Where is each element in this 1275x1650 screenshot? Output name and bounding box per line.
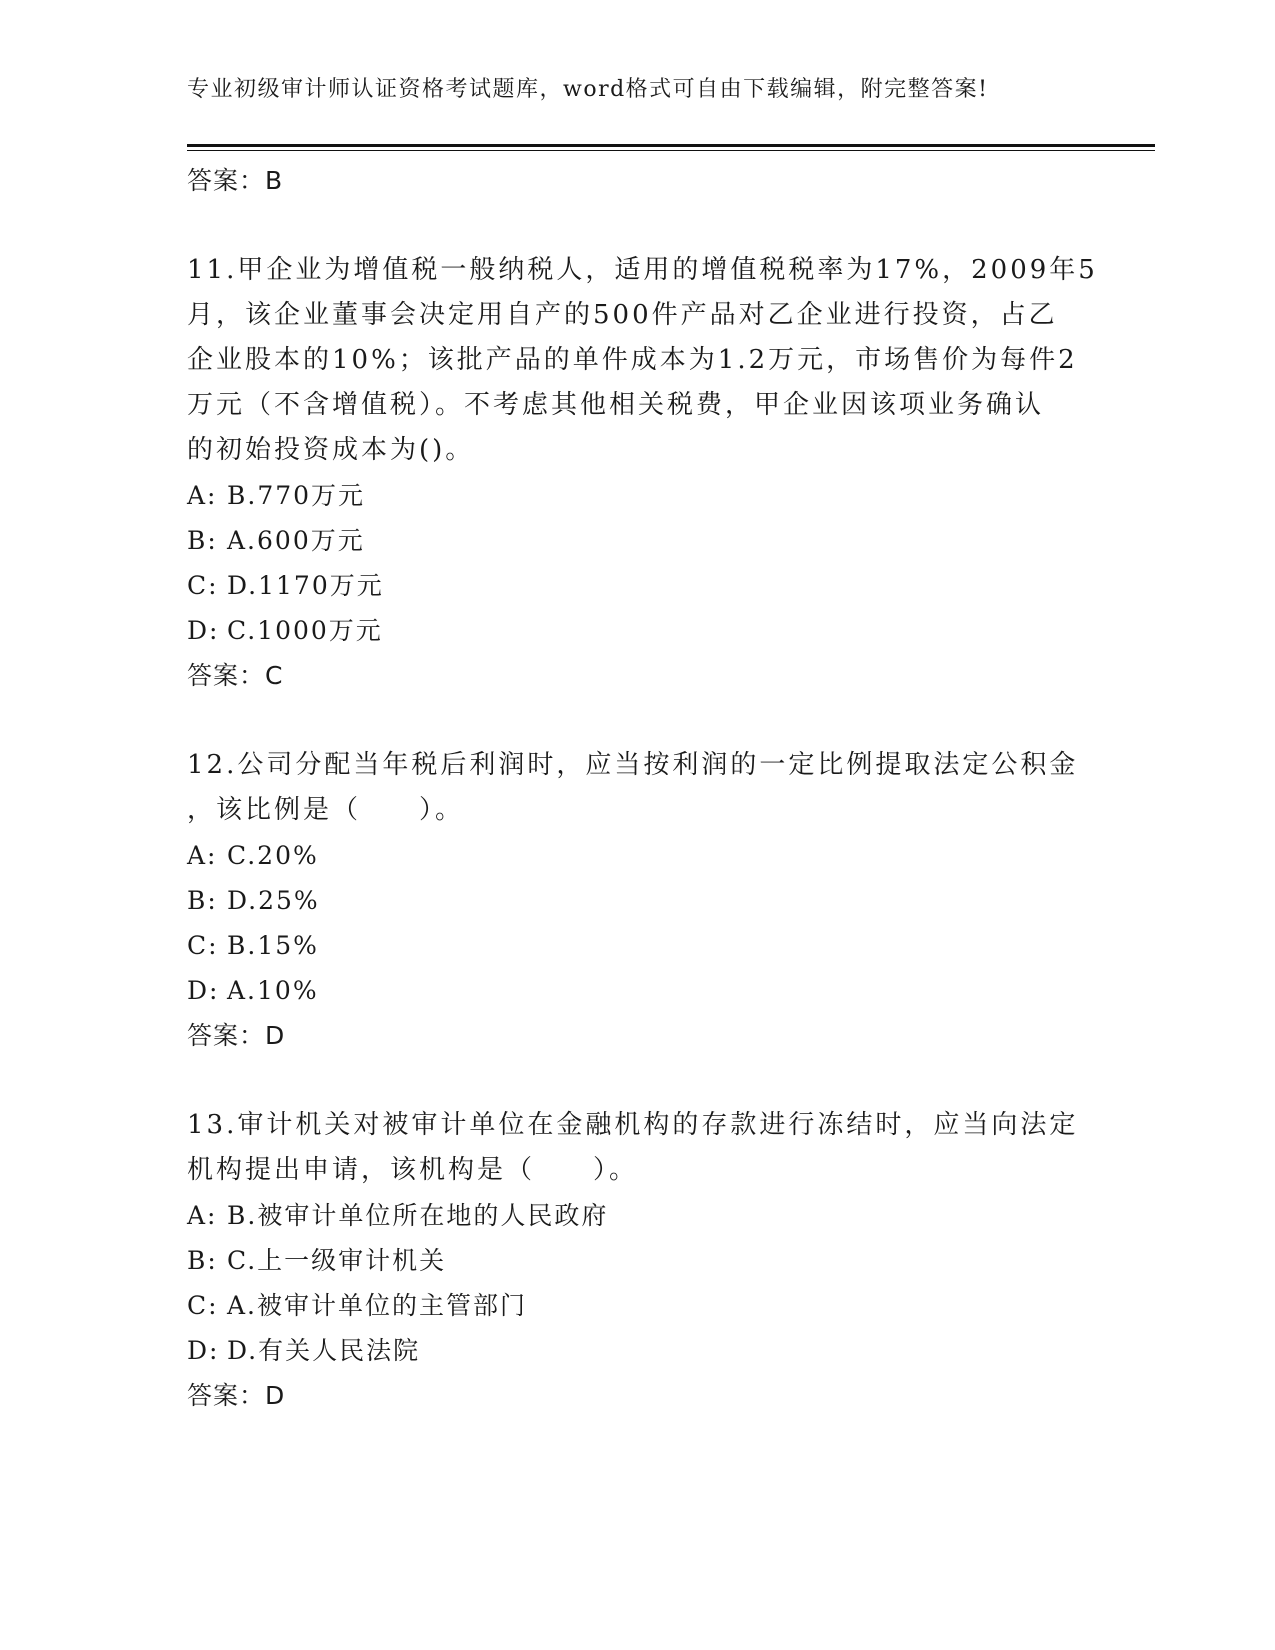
question-stem-line: 13.审计机关对被审计单位在金融机构的存款进行冻结时，应当向法定 bbox=[187, 1110, 1079, 1140]
question-stem-line: 万元（不含增值税）。不考虑其他相关税费，甲企业因该项业务确认 bbox=[187, 390, 1045, 420]
spacer bbox=[187, 203, 1087, 248]
question-stem-line: 12.公司分配当年税后利润时，应当按利润的一定比例提取法定公积金 bbox=[187, 750, 1079, 780]
answer-option bbox=[187, 563, 1087, 608]
header-rule-thin bbox=[187, 150, 1155, 151]
answer-option bbox=[187, 968, 1087, 1013]
option-label: A: bbox=[187, 481, 218, 510]
spacer bbox=[187, 698, 1087, 743]
option-text: C.20% bbox=[227, 841, 319, 870]
question-stem-line: ，该比例是（ ）。 bbox=[187, 795, 465, 825]
question-stem-line: 11.甲企业为增值税一般纳税人，适用的增值税税率为17%，2009年5 bbox=[187, 255, 1098, 285]
question-stem bbox=[187, 1103, 1079, 1193]
header-rule-thick bbox=[187, 144, 1155, 147]
previous-answer: 答案：B bbox=[187, 166, 284, 195]
correct-answer: 答案：C bbox=[187, 661, 284, 690]
option-text: D.有关人民法院 bbox=[227, 1336, 421, 1365]
option-text: C.1000万元 bbox=[227, 616, 383, 645]
correct-answer: 答案：D bbox=[187, 1021, 286, 1050]
questions-container bbox=[187, 248, 1098, 1418]
question-stem bbox=[187, 743, 1079, 833]
option-text: A.被审计单位的主管部门 bbox=[227, 1291, 528, 1320]
option-text: B.770万元 bbox=[227, 481, 366, 510]
option-label: C: bbox=[187, 1291, 219, 1320]
answer-option bbox=[187, 1238, 1087, 1283]
answer-option bbox=[187, 1328, 1087, 1373]
question-stem-line: 月，该企业董事会决定用自产的500件产品对乙企业进行投资，占乙 bbox=[187, 300, 1058, 330]
question-block bbox=[187, 743, 1087, 1103]
option-text: A.10% bbox=[227, 976, 319, 1005]
question-stem-line: 机构提出申请，该机构是（ ）。 bbox=[187, 1155, 639, 1185]
page-header: 专业初级审计师认证资格考试题库，word格式可自由下载编辑，附完整答案! bbox=[187, 77, 989, 102]
option-label: A: bbox=[187, 841, 218, 870]
spacer bbox=[187, 1058, 1087, 1103]
option-label: B: bbox=[187, 1246, 218, 1275]
option-label: D: bbox=[187, 1336, 220, 1365]
option-label: B: bbox=[187, 526, 218, 555]
answer-option bbox=[187, 608, 1087, 653]
option-text: B.15% bbox=[227, 931, 319, 960]
answer-option bbox=[187, 473, 1087, 518]
question-block bbox=[187, 248, 1098, 743]
option-label: B: bbox=[187, 886, 218, 915]
question-stem-line: 企业股本的10%；该批产品的单件成本为1.2万元，市场售价为每件2 bbox=[187, 345, 1078, 375]
option-label: C: bbox=[187, 931, 219, 960]
correct-answer: 答案：D bbox=[187, 1381, 286, 1410]
answer-option bbox=[187, 518, 1087, 563]
option-text: D.1170万元 bbox=[227, 571, 384, 600]
question-stem-line: 的初始投资成本为()。 bbox=[187, 435, 475, 465]
answer-option bbox=[187, 833, 1087, 878]
option-text: D.25% bbox=[227, 886, 320, 915]
answer-option bbox=[187, 878, 1087, 923]
option-label: D: bbox=[187, 976, 220, 1005]
option-label: D: bbox=[187, 616, 220, 645]
option-text: B.被审计单位所在地的人民政府 bbox=[227, 1201, 609, 1230]
answer-option bbox=[187, 1283, 1087, 1328]
answer-option bbox=[187, 1193, 1087, 1238]
option-label: A: bbox=[187, 1201, 218, 1230]
answer-option bbox=[187, 923, 1087, 968]
question-stem bbox=[187, 248, 1098, 473]
option-text: A.600万元 bbox=[227, 526, 365, 555]
question-block bbox=[187, 1103, 1087, 1418]
question-list bbox=[187, 158, 1098, 1418]
option-label: C: bbox=[187, 571, 219, 600]
option-text: C.上一级审计机关 bbox=[227, 1246, 447, 1275]
